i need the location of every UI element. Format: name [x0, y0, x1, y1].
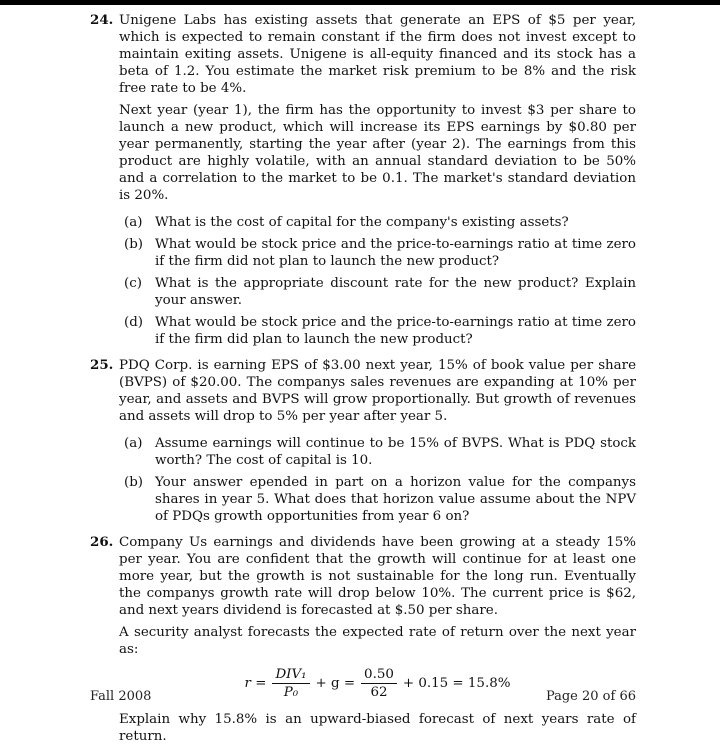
problem-25 — [90, 357, 636, 525]
fraction-denominator: P₀ — [283, 685, 299, 700]
problem-paragraph: Unigene Labs has existing assets that generate an EPS of $5 per year, which is expected to remain constant if the firm does not invest except to maintain exiting assets. Unigene is all-equity financed and its stock has a beta of 1.2. You estimate the market risk premium to be 8% and the risk free rate to be 4%. — [119, 13, 636, 96]
sub-question-label: (a) — [124, 436, 143, 451]
sub-question-label: (b) — [124, 237, 144, 252]
problem-paragraph: Company Us earnings and dividends have been growing at a steady 15% per year. You are confident that the growth will continue for at least one more year, but the growth is not sustainable for the long run. Eventually the companys growth rate will drop below 10%. The current price is $62, and next years dividend is forecasted at $.50 per share. — [119, 535, 636, 618]
sub-question — [124, 435, 636, 469]
sub-questions — [124, 214, 636, 348]
problem-closing: Explain why 15.8% is an upward-biased forecast of next years rate of return. — [119, 712, 636, 744]
sub-question — [124, 314, 636, 348]
problem-paragraph: PDQ Corp. is earning EPS of $3.00 next year, 15% of book value per share (BVPS) of $20.00. The companys sales revenues are expanding at 10% per year, and assets and BVPS will grow proportionally. But growth of revenues and assets will drop to 5% per year after year 5. — [119, 358, 636, 424]
problem-24 — [90, 12, 636, 348]
document-page — [90, 12, 636, 754]
sub-question-label: (d) — [124, 315, 144, 330]
sub-question — [124, 474, 636, 525]
sub-question-text: What would be stock price and the price-to-earnings ratio at time zero if the firm did plan to launch the new product? — [155, 315, 636, 347]
problem-number: 26. — [90, 534, 114, 550]
formula-middle: + g = — [315, 676, 356, 691]
sub-question — [124, 236, 636, 270]
problem-number: 25. — [90, 357, 114, 373]
sub-question-label: (b) — [124, 475, 144, 490]
page-footer — [90, 688, 636, 705]
sub-question-text: Your answer epended in part on a horizon value for the companys shares in year 5. What does that horizon value assume about the NPV of PDQs growth opportunities from year 6 on? — [155, 475, 636, 524]
sub-question-text: What would be stock price and the price-to-earnings ratio at time zero if the firm did not plan to launch the new product? — [155, 237, 636, 269]
sub-question-text: What is the appropriate discount rate for the new product? Explain your answer. — [155, 276, 636, 308]
problem-number: 24. — [90, 12, 114, 28]
problem-paragraph: Next year (year 1), the firm has the opportunity to invest $3 per share to launch a new product, which will increase its EPS earnings by $0.80 per year permanently, starting the year after (year 2). The earnings from this product are highly volatile, with an annual standard deviation to be 50% and a correlation to the market to be 0.1. The market's standard deviation is 20%. — [119, 103, 636, 203]
footer-page-number: Page 20 of 66 — [545, 689, 636, 704]
sub-question-label: (a) — [124, 215, 143, 230]
footer-term: Fall 2008 — [90, 689, 152, 704]
sub-question — [124, 214, 636, 231]
fraction-numerator: 0.50 — [361, 666, 397, 684]
fraction-denominator: 62 — [370, 685, 388, 700]
sub-question-text: What is the cost of capital for the company's existing assets? — [155, 215, 569, 230]
sub-question — [124, 275, 636, 309]
problem-paragraph: A security analyst forecasts the expected rate of return over the next year as: — [119, 625, 636, 657]
fraction-numerator: DIV₁ — [272, 666, 309, 684]
top-rule — [0, 0, 720, 5]
formula-tail: + 0.15 = 15.8% — [402, 676, 511, 691]
sub-question-label: (c) — [124, 276, 142, 291]
formula-lhs: r = — [244, 676, 267, 691]
sub-questions — [124, 435, 636, 525]
sub-question-text: Assume earnings will continue to be 15% of BVPS. What is PDQ stock worth? The cost of capital is 10. — [155, 436, 636, 468]
problem-26 — [90, 534, 636, 745]
